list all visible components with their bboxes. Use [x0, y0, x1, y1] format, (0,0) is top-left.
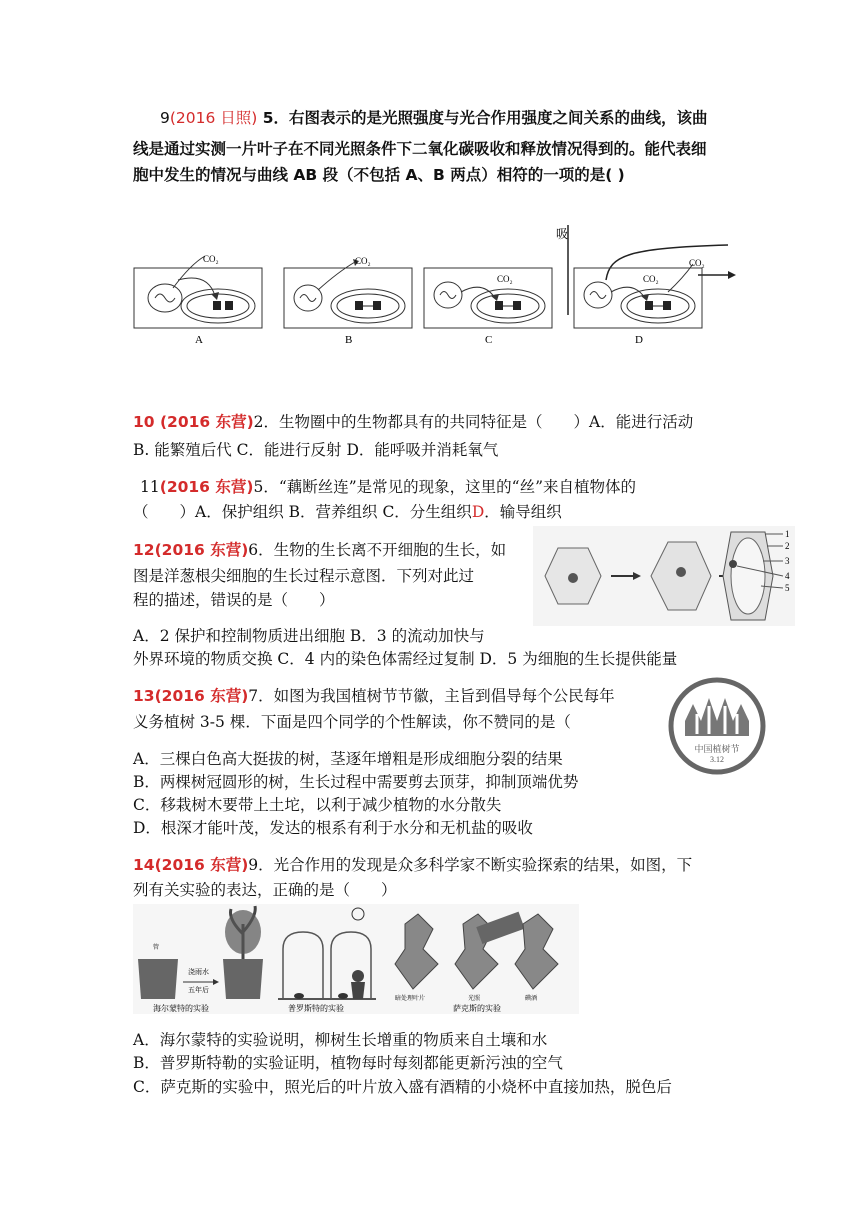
q9-text1: 5．右图表示的是光照强度与光合作用强度之间关系的曲线，该曲 [262, 109, 708, 127]
q9-panel-c-co2: CO₂ [497, 274, 513, 284]
q12-text1: 6．生物的生长离不开细胞的生长，如 [248, 541, 507, 559]
q9-line2: 线是通过实测一片叶子在不同光照条件下二氧化碳吸收和释放情况得到的。能代表细 [133, 140, 707, 158]
q11-line1 [140, 477, 636, 497]
q11-number: 11 [140, 478, 160, 496]
q10-line1 [133, 412, 693, 432]
emblem-date: 3.12 [710, 755, 724, 764]
q9-source-tag: (2016 日照) [169, 109, 258, 127]
q12-fig-label-1: 1 [785, 529, 790, 539]
q13-option-a: A．三棵白色高大挺拔的树，茎逐年增粗是形成细胞分裂的结果 [133, 750, 563, 768]
q12-line1 [133, 540, 506, 560]
helmont-arrow-text2: 五年后 [188, 986, 209, 994]
q9-panel-b-label: B [345, 334, 353, 346]
q12-fig-label-2: 2 [785, 541, 790, 551]
q14-line2: 列有关实验的表达，正确的是（ ） [133, 881, 397, 899]
q13-line1 [133, 686, 615, 706]
q10-text1: 2．生物圈中的生物都具有的共同特征是（ ）A．能进行活动 [253, 413, 694, 431]
q10-source-tag: 10 (2016 东营) [133, 413, 254, 431]
q10-line2: B. 能繁殖后代 C．能进行反射 D．能呼吸并消耗氧气 [133, 441, 499, 459]
q13-option-d: D．根深才能叶茂，发达的根系有利于水分和无机盐的吸收 [133, 819, 533, 837]
q13-source-tag: 13(2016 东营) [133, 687, 249, 705]
q9-graph-label: 吸 [556, 227, 569, 241]
q12-line2: 图是洋葱根尖细胞的生长过程示意图．下列对此过 [133, 567, 475, 585]
q12-line5: 外界环境的物质交换 C．4 内的染色体需经过复制 D．5 为细胞的生长提供能量 [133, 650, 678, 668]
q12-line4: A．2 保护和控制物质进出细胞 B．3 的流动加快与 [133, 627, 485, 645]
q9-panel-b-co2: CO₂ [355, 256, 371, 266]
q13-line2: 义务植树 3-5 棵．下面是四个同学的个性解读，你不赞同的是（ [133, 713, 571, 731]
q14-option-a: A．海尔蒙特的实验说明，柳树生长增重的物质来自土壤和水 [133, 1031, 548, 1049]
q11-line2 [133, 502, 562, 522]
q14-source-tag: 14(2016 东营) [133, 856, 249, 874]
q9-panel-c [423, 250, 553, 350]
q13-text1: 7．如图为我国植树节节徽，主旨到倡导每个公民每年 [248, 687, 615, 705]
q11-text2b: ．输导组织 [484, 503, 562, 521]
q12-source-tag: 12(2016 东营) [133, 541, 249, 559]
q9-panel-b [283, 250, 413, 350]
q9-panel-a-co2: CO₂ [203, 254, 219, 264]
tree-festival-emblem [667, 676, 767, 776]
svg-text:管: 管 [153, 945, 160, 951]
q14-option-c: C．萨克斯的实验中，照光后的叶片放入盛有酒精的小烧杯中直接加热，脱色后 [133, 1078, 672, 1096]
q12-cell-growth-figure [533, 526, 795, 626]
q12-fig-label-4: 4 [785, 571, 790, 581]
q9-number: 9 [160, 109, 170, 127]
q9-line1 [160, 108, 708, 128]
q9-panel-a-label: A [195, 334, 203, 346]
q9-panel-d-co2-out: CO₂ [689, 258, 705, 268]
q12-fig-label-3: 3 [785, 556, 790, 566]
q13-option-c: C．移栽树木要带上土坨，以利于减少植物的水分散失 [133, 796, 502, 814]
q9-panel-c-label: C [485, 334, 493, 346]
q14-experiments-figure [133, 904, 579, 1014]
q12-fig-label-5: 5 [785, 583, 790, 593]
q14-text1: 9．光合作用的发现是众多科学家不断实验探索的结果，如图，下 [248, 856, 693, 874]
q12-line3: 程的描述，错误的是（ ） [133, 591, 335, 609]
q11-text2a: （ ）A．保护组织 B．营养组织 C．分生组织 [133, 503, 472, 521]
helmont-arrow-text1: 浇雨水 [188, 968, 209, 976]
q13-option-b: B．两棵树冠圆形的树，生长过程中需要剪去顶芽，抑制顶端优势 [133, 773, 579, 791]
q9-line3: 胞中发生的情况与曲线 AB 段（不包括 A、B 两点）相符的一项的是( ) [133, 166, 625, 184]
emblem-title: 中国植树节 [694, 744, 740, 754]
q9-panel-d-label: D [635, 334, 643, 346]
q14-option-b: B．普罗斯特勒的实验证明，植物每时每刻都能更新污浊的空气 [133, 1054, 563, 1072]
sachs-label3: 碘酒 [525, 996, 538, 1002]
priestley-caption: 普罗斯特的实验 [288, 1004, 344, 1013]
sachs-caption: 萨克斯的实验 [453, 1004, 501, 1013]
q11-source-tag: (2016 东营) [159, 478, 254, 496]
q14-line1 [133, 855, 692, 875]
q9-panel-d [573, 250, 713, 350]
q9-panel-a [133, 250, 263, 350]
sachs-label1: 暗处理叶片 [395, 996, 426, 1002]
helmont-caption: 海尔蒙特的实验 [153, 1004, 209, 1013]
q11-answer-d: D [471, 503, 485, 521]
q9-panel-d-co2: CO₂ [643, 274, 659, 284]
sachs-label2: 光照 [468, 996, 481, 1002]
q11-text1: 5．“藕断丝连”是常见的现象，这里的“丝”来自植物体的 [253, 478, 637, 496]
